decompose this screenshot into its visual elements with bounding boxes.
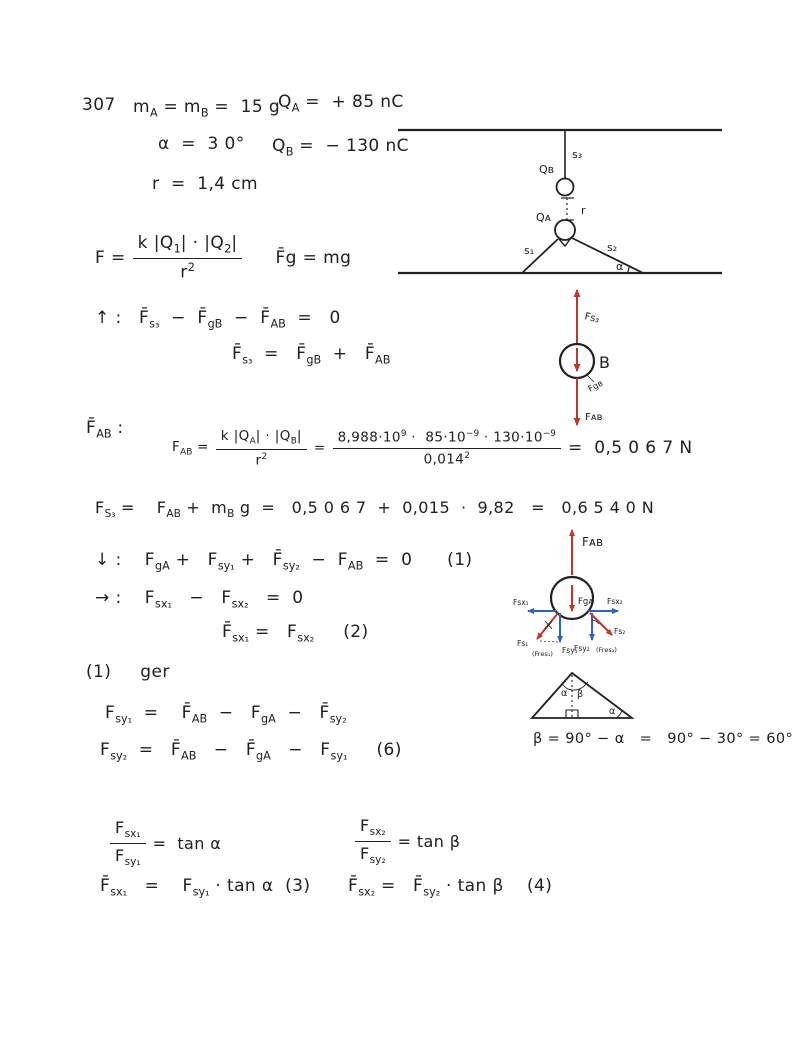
label-qa: Qᴀ (536, 211, 552, 224)
tan-alpha-fraction (110, 818, 146, 869)
coulomb-fraction (133, 233, 243, 283)
fab-numeric-denominator: 0,014$^2$ (423, 451, 470, 468)
label-fab-a: Fᴀʙ (582, 535, 603, 549)
equation-fs3: $F̄_{s_3}$ = $F̄_{gB}$ + $F̄_{AB}$ (232, 344, 391, 367)
label-fga: Fgᴀ (578, 597, 594, 607)
tan-beta-fraction (355, 816, 391, 867)
label-fsx1: Fsx₁ (513, 598, 529, 607)
equation-2: $F̄_{sx_1} = F_{sx_2}$ (2) (222, 622, 369, 645)
coulomb-lhs: F = (95, 247, 126, 268)
fab-result: = 0,5 0 6 7 N (567, 438, 693, 459)
fab-numeric-fraction (333, 429, 561, 467)
label-fs1: Fs₁ (517, 639, 529, 648)
fab-calculation (172, 428, 692, 469)
label-fab: Fᴀʙ (585, 412, 603, 423)
tan-beta-denominator: $F_{sy_2}$ (360, 843, 386, 867)
ball-b (557, 179, 574, 196)
angle-triangle-diagram (520, 663, 645, 728)
equation-4: $F̄_{sx_2}$ = $F̄_{sy_2} \cdot \tan \beta$ (4) (348, 876, 553, 899)
fab-numeric-numerator: $8,988\cdot 10^9 \cdot 85\cdot 10^{-9} \cdot 130\cdot 10^{-9}$ (333, 429, 561, 449)
label-s1: s₁ (524, 244, 535, 257)
label-fs3: Fs₃ (583, 311, 601, 326)
label-fres1: (Fres₁) (532, 650, 553, 658)
label-fsx2: Fsx₂ (607, 597, 623, 606)
component-dash-left (540, 641, 558, 642)
label-leader-line (586, 374, 594, 382)
tan-alpha-rhs: = tan α (152, 833, 222, 853)
fab-symbolic-denominator: $r^2$ (255, 452, 268, 469)
fab-symbolic-fraction (216, 428, 307, 469)
label-alpha: α (616, 260, 624, 273)
label-s3: s₃ (572, 148, 583, 161)
label-fsy2: Fsy₂ (574, 644, 590, 653)
label-b: B (599, 353, 610, 372)
fab-label: $F̄_{AB}$ : (86, 418, 124, 441)
label-qb: Qʙ (539, 163, 555, 176)
fab-symbolic-numerator: k $|Q_A| \cdot |Q_B|$ (216, 428, 307, 450)
coulomb-numerator: k $|Q_1| \cdot |Q_2|$ (133, 233, 243, 259)
given-charge-a: $Q_A$ = + 85 nC (278, 92, 404, 115)
tan-beta-rhs: = tan β (397, 831, 461, 851)
fab-lhs: $F_{AB}$ = (172, 438, 209, 458)
label-fsy1: Fsy₁ (562, 646, 578, 655)
equation-3: $F̄_{sx_1}$ = $F_{sy_1} \cdot \tan \alpha$ (3) (100, 876, 311, 899)
tan-alpha-numerator: $F_{sx_1}$ (110, 818, 146, 844)
setup-diagram (395, 108, 725, 288)
fs3-calculation: $F_{S_3}$ = $F_{AB} + m_B$ g = 0,5 0 6 7 + 0,015 · 9,82 = 0,6 5 4 0 N (95, 498, 655, 521)
label-fs2: Fs₂ (614, 627, 626, 636)
gravity-formula: F̄g = mg (275, 247, 352, 268)
fbd-ball-b (520, 278, 650, 433)
fab-equals: = (313, 440, 326, 457)
ball-a (555, 220, 575, 240)
label-beta-apex: β (577, 689, 584, 700)
label-r: r (581, 204, 586, 217)
tan-alpha-denominator: $F_{sy_1}$ (115, 845, 141, 869)
fbd-ball-a (512, 515, 667, 665)
tan-beta-numerator: $F_{sx_2}$ (355, 816, 391, 842)
problem-number: 307 (82, 95, 116, 115)
tan-beta-relation (348, 816, 460, 867)
label-s2: s₂ (607, 241, 618, 254)
given-angle: α = 3 0° (158, 134, 245, 154)
label-alpha-base: α (609, 706, 616, 717)
tan-alpha-relation (103, 818, 221, 869)
coulomb-denominator: $r^2$ (180, 260, 195, 283)
equation-fsy2: $F_{sy_2}$ = $F̄_{AB}$ − $F̄_{gA} - F_{sy_1}$ (6) (100, 740, 402, 763)
label-fres2: (Fres₂) (596, 646, 617, 654)
equation-down-a: ↓ : $F_{gA} + F_{sy_1}$ + $F̄_{sy_2} - F_{AB} = 0$ (1) (95, 550, 473, 573)
alpha-base-arc (616, 710, 622, 718)
equation-up-b: ↑ : $F̄_{s_3}$ − $F̄_{gB}$ − $F̄_{AB} = 0$ (95, 308, 341, 331)
force-arrow-fs2 (590, 613, 612, 635)
given-charge-b: $Q_B$ = − 130 nC (272, 136, 409, 159)
equation-right-a: → : $F_{sx_1} - F_{sx_2} = 0$ (95, 588, 304, 611)
label-fgb: Fgʙ (586, 378, 605, 395)
given-distance: r = 1,4 cm (152, 174, 258, 194)
equation-fsy1: $F_{sy_1}$ = $F̄_{AB} - F_{gA}$ − $F̄_{sy_2}$ (105, 703, 347, 726)
given-mass: $m_A = m_B = 15$ g (133, 97, 281, 120)
beta-calculation: β = 90° − α = 90° − 30° = 60° (533, 731, 794, 747)
label-alpha-apex: α (561, 688, 568, 699)
coulomb-law (95, 233, 351, 283)
ger-note: (1) ger (86, 662, 170, 682)
